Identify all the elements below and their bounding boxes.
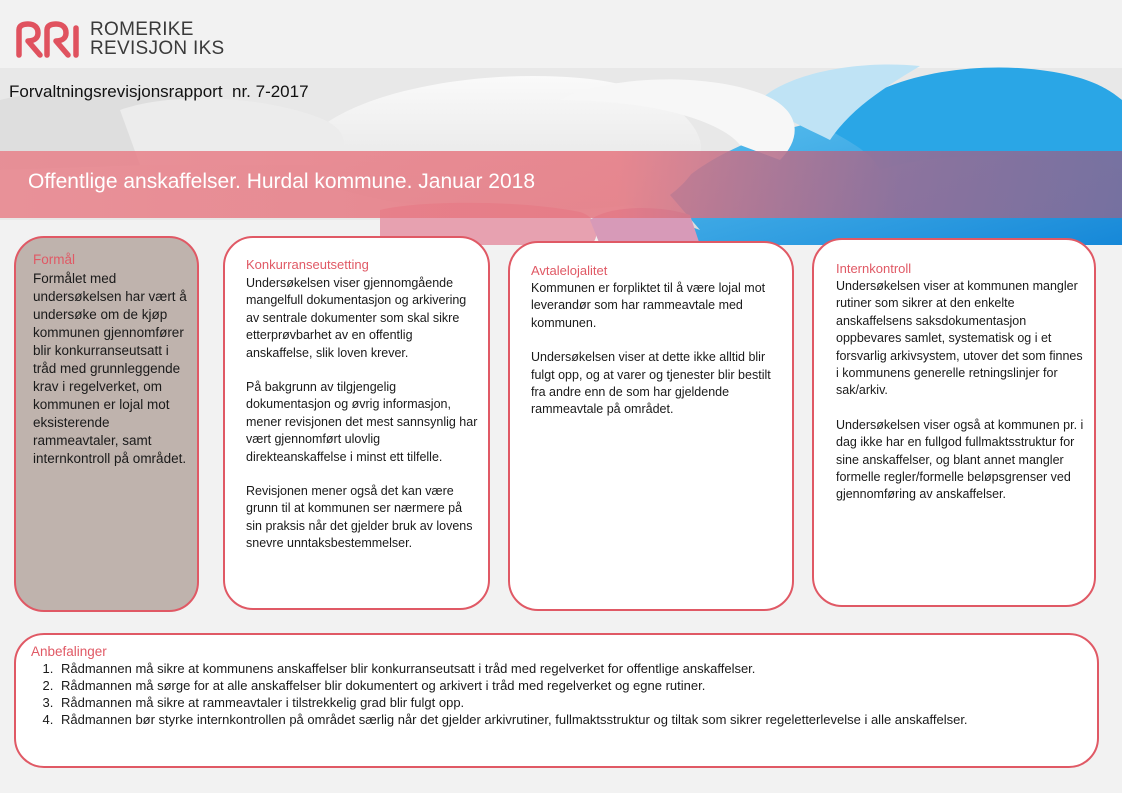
list-item: 3. Rådmannen må sikre at rammeavtaler i tilstrekkelig grad blir fulgt opp. (57, 694, 1067, 711)
list-item: 1. Rådmannen må sikre at kommunens anskaffelser blir konkurranseutsatt i tråd med regelverket for offentlige anskaffelser. (57, 660, 1067, 677)
rri-logo-mark (14, 20, 84, 58)
recommendations-list (31, 660, 1067, 728)
box-anbefalinger (14, 633, 1099, 768)
box-formal-heading: Formål (33, 252, 76, 267)
box-formal-text: Formålet med undersøkelsen har vært å undersøke om de kjøp kommunen gjennomfører blir konkurranseutsatt i tråd med grunnleggende krav i regelverket, om kommunen er lojal mot eksisterende rammeavtaler, samt internkontroll på området. (33, 271, 187, 466)
title-banner (0, 151, 1122, 218)
box-avtalelojalitet-text (531, 280, 781, 419)
organization-name (90, 20, 225, 58)
page-title: Offentlige anskaffelser. Hurdal kommune. Januar 2018 (28, 170, 536, 193)
paragraph: Kommunen er forpliktet til å være lojal mot leverandør som har rammeavtale med kommunen. (531, 281, 766, 330)
paragraph: Undersøkelsen viser også at kommunen pr. i dag ikke har en fullgod fullmaktsstruktur for sine anskaffelser, og blant annet mangler formelle regler/formelle beløpsgrenser ved gjennomføring av anskaffelser. (836, 417, 1084, 502)
paragraph: Undersøkelsen viser gjennomgående mangelfull dokumentasjon og arkivering av sentrale dokumenter som skal sikre etterprøvbarhet av en offentlig anskaffelse, slik loven krever. (246, 276, 467, 360)
box-internkontroll-text (836, 278, 1086, 504)
box-internkontroll-heading: Internkontroll (836, 261, 912, 276)
box-formal (14, 236, 199, 612)
paragraph: Undersøkelsen viser at dette ikke alltid blir fulgt opp, og at varer og tjenester blir bestilt fra andre enn de som har gjeldende rammeavtale på området. (531, 350, 771, 417)
box-avtalelojalitet (508, 241, 794, 611)
box-anbefalinger-heading: Anbefalinger (31, 644, 107, 659)
paragraph: Undersøkelsen viser at kommunen mangler rutiner som sikrer at den enkelte anskaffelsens saksdokumentasjon oppbevares samlet, systematisk og i et forsvarlig arkivsystem, utover det som finnes i kommunens generelle retningslinjer for sak/arkiv. (836, 279, 1083, 398)
paragraph: Revisjonen mener også det kan være grunn til at kommunen ser nærmere på sin praksis når det gjelder bruk av lovens snevre unntaksbestemmelser. (246, 484, 473, 551)
report-number: Forvaltningsrevisjonsrapport nr. 7-2017 (9, 82, 309, 101)
box-internkontroll (812, 238, 1096, 607)
box-konkurranseutsetting-heading: Konkurranseutsetting (246, 257, 369, 272)
box-konkurranseutsetting-text (246, 275, 478, 553)
org-name-line2: REVISJON IKS (90, 38, 225, 59)
list-item: 4. Rådmannen bør styrke internkontrollen på området særlig når det gjelder arkivrutiner, fullmaktsstruktur og tiltak som sikrer regeletterlevelse i alle anskaffelser. (57, 711, 1067, 728)
paragraph: På bakgrunn av tilgjengelig dokumentasjon og øvrig informasjon, mener revisjonen det mest sannsynlig har vært gjennomført ulovlig direkteanskaffelse i minst ett tilfelle. (246, 380, 478, 464)
box-avtalelojalitet-heading: Avtalelojalitet (531, 263, 608, 278)
logo (14, 20, 225, 58)
org-name-line1: ROMERIKE (90, 19, 194, 40)
box-konkurranseutsetting (223, 236, 490, 610)
list-item: 2. Rådmannen må sørge for at alle anskaffelser blir dokumentert og arkivert i tråd med regelverket og egne rutiner. (57, 677, 1067, 694)
